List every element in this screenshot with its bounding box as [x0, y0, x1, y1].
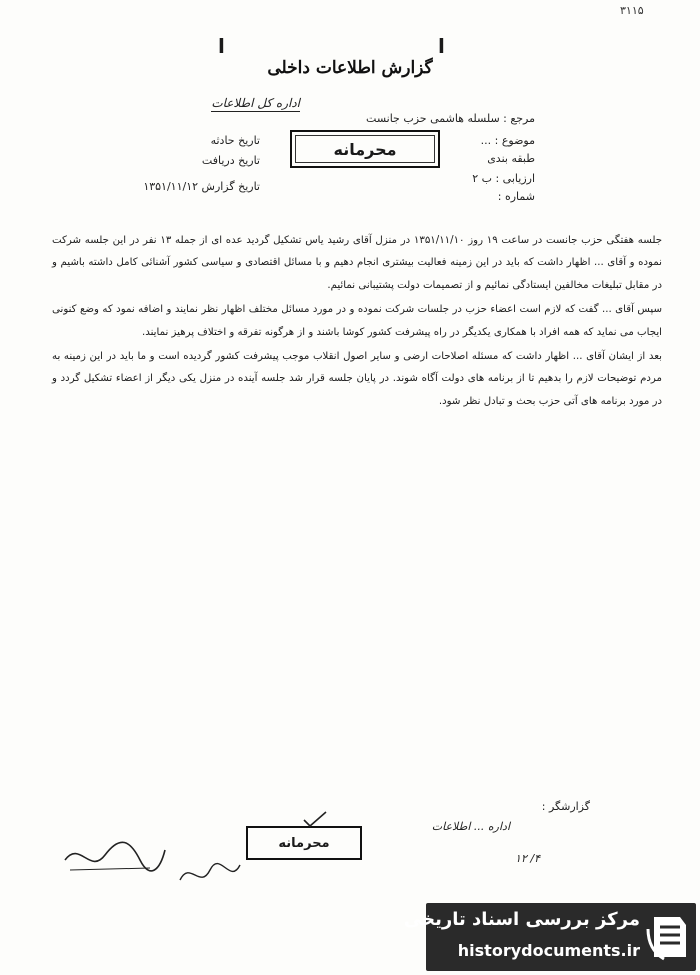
header-date-receipt: تاریخ دریافت — [201, 154, 260, 167]
second-stamp: محرمانه — [246, 826, 362, 860]
header-subject: موضوع : ... — [480, 134, 535, 147]
corner-reference: ۳۱۱۵ — [620, 4, 644, 17]
body-paragraph: سپس آقای ... گفت که لازم است اعضاء حزب در جلسات شرکت نموده و در مورد مسائل مختلف اظهار نظر نمایند و اضافه نمود که وضع کنونی ایجاب می نماید که همه افراد با همکاری یکدیگر در راه پیشرفت کشور کوشا باشند و از هرگونه تفرقه و اختلاف پرهیز نمایند. — [52, 304, 662, 338]
body-paragraph: جلسه هفتگی حزب جانست در ساعت ۱۹ روز ۱۳۵۱/۱۱/۱۰ در منزل آقای رشید یاس تشکیل گردید عده ای از جمله ۱۳ نفر در این جلسه شرکت نموده و آقای ... اظهار داشت که باید در این زمینه فعالیت بیشتری انجام دهیم و با مسائل اقتصادی و سیاسی کشور آشنائی کامل داشته باشیم و در مقابل تبلیغات مخالفین ایستادگی نمائیم و از تصمیمات دولت پشتیبانی نمائیم. — [52, 235, 662, 291]
signature-scribble-left — [60, 830, 170, 880]
reporter-label: گزارشگر : — [541, 800, 590, 813]
header-number: شماره : — [497, 190, 535, 203]
handwritten-heading: اداره کل اطلاعات — [211, 96, 300, 110]
header-classification: طبقه بندی — [487, 152, 535, 165]
document-archive-icon — [644, 913, 690, 961]
header-source: مرجع : سلسله هاشمی حزب جانست — [366, 112, 535, 125]
margin-note: ۴/ ۱۲ — [515, 852, 540, 865]
confidential-stamp: محرمانه — [290, 130, 440, 168]
logo-url: historydocuments.ir — [457, 941, 640, 960]
check-mark — [300, 810, 330, 830]
report-body — [52, 230, 662, 413]
header-tick-left: ا — [218, 34, 225, 58]
document-title: گزارش اطلاعات داخلی — [267, 58, 433, 78]
header-evaluation: ارزیابی : ب ۲ — [472, 172, 535, 185]
header-report-date: تاریخ گزارش ۱۳۵۱/۱۱/۱۲ — [143, 180, 260, 193]
history-documents-logo — [403, 903, 696, 971]
logo-title: مرکز بررسی اسناد تاریخی — [403, 909, 640, 930]
reporter-name: اداره ... اطلاعات — [431, 820, 510, 833]
body-paragraph: بعد از ایشان آقای ... اظهار داشت که مسئله اصلاحات ارضی و سایر اصول انقلاب موجب پیشرفت کشور گردیده است و ما باید در این زمینه به مردم توضیحات لازم را بدهیم تا از برنامه های دولت آگاه شوند. در پایان جلسه قرار شد جلسه آینده در منزل یکی دیگر از اعضاء تشکیل گردد و در مورد برنامه های آتی حزب بحث و تبادل نظر شود. — [52, 351, 662, 407]
header-date-incident: تاریخ حادثه — [210, 134, 260, 147]
header-tick-right: ا — [438, 34, 445, 58]
signature-scribble-mid — [175, 855, 245, 895]
